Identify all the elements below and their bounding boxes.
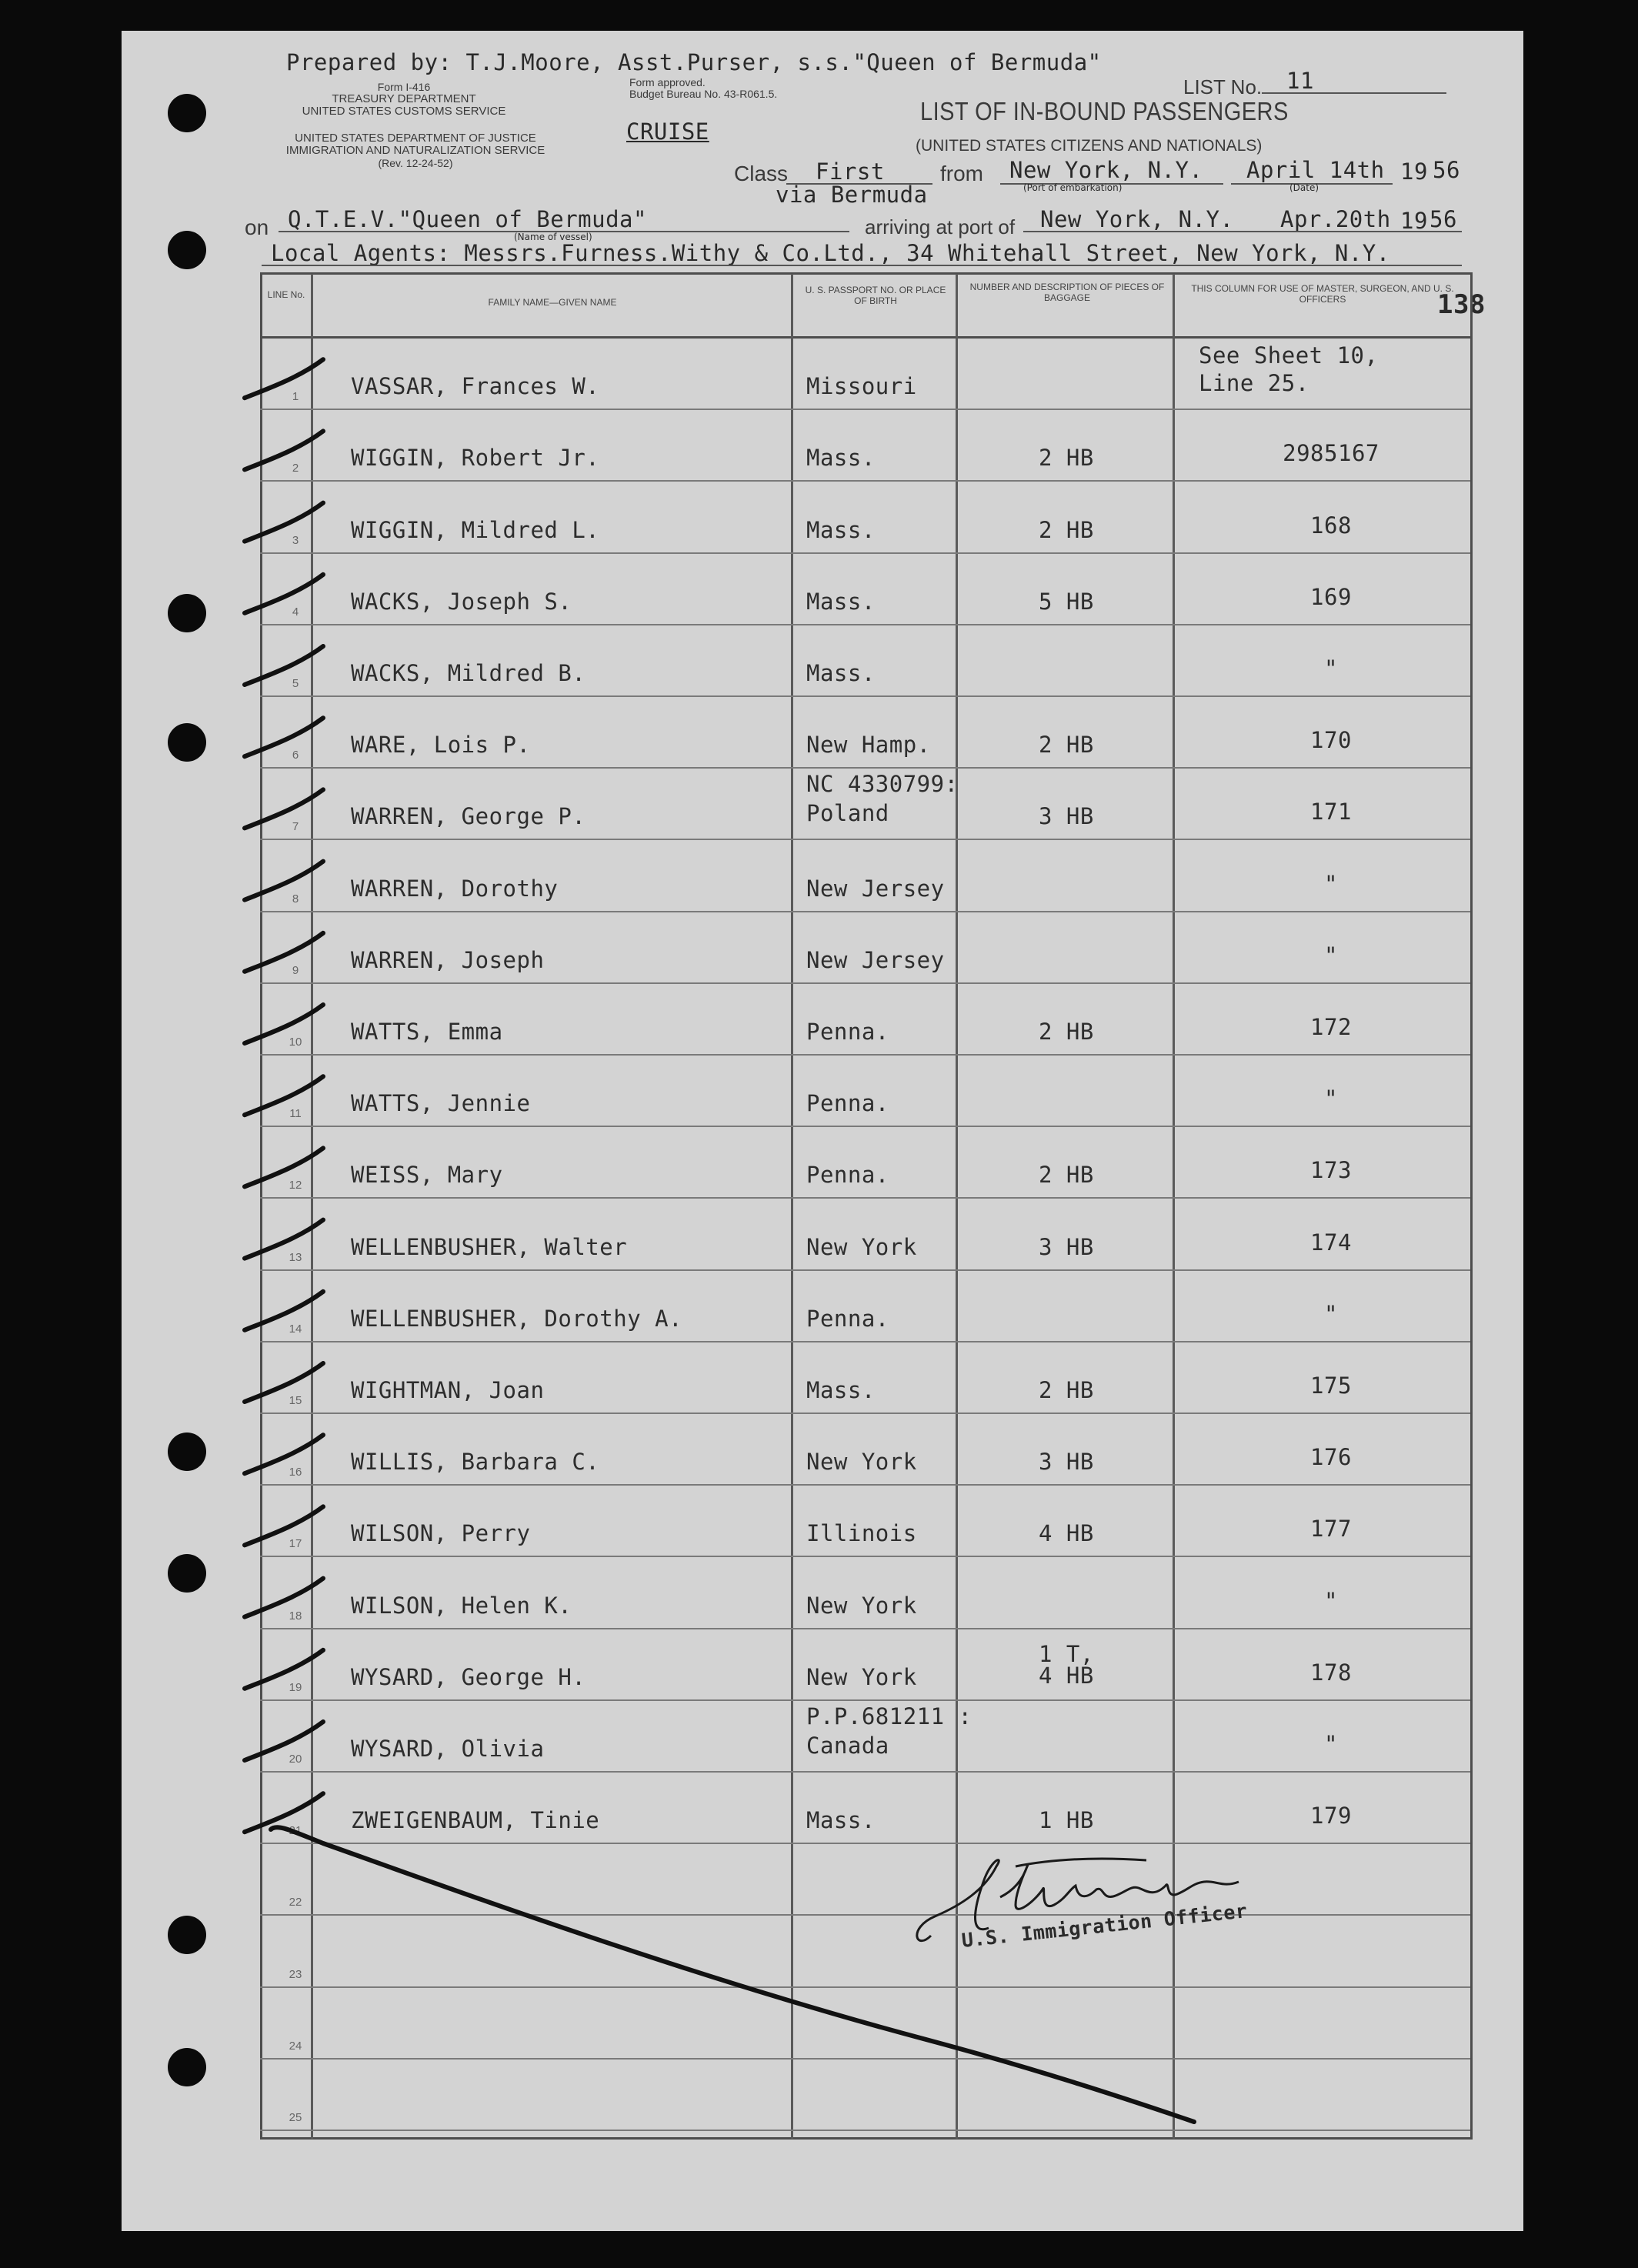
column-header-baggage: NUMBER AND DESCRIPTION OF PIECES OF BAGGAGE <box>969 282 1165 303</box>
approval-line: Budget Bureau No. 43-R061.5. <box>629 88 778 100</box>
passenger-name: WACKS, Joseph S. <box>351 588 572 615</box>
passenger-name: WILSON, Perry <box>351 1520 531 1547</box>
line-number: 11 <box>289 1107 302 1121</box>
check-mark <box>245 1148 323 1186</box>
check-mark <box>245 575 323 613</box>
place-of-birth: New York <box>806 1663 917 1690</box>
official-code: 173 <box>1310 1157 1352 1184</box>
dept-line: (Rev. 12-24-52) <box>378 157 453 169</box>
line-number: 6 <box>292 749 299 762</box>
column-header-officials: THIS COLUMN FOR USE OF MASTER, SURGEON, AND U. S. OFFICERS <box>1191 283 1454 305</box>
from-label: from <box>940 162 983 185</box>
official-code: 170 <box>1310 727 1352 754</box>
approval-line: Form approved. <box>629 76 706 88</box>
line-number: 24 <box>289 2039 302 2053</box>
official-code: " <box>1324 942 1338 969</box>
passenger-name: WILLIS, Barbara C. <box>351 1449 600 1476</box>
place-of-birth: Mass. <box>806 660 876 686</box>
arrival-date: Apr.20th <box>1280 206 1391 232</box>
manifest-title: LIST OF IN-BOUND PASSENGERS <box>920 97 1289 125</box>
dept-line: IMMIGRATION AND NATURALIZATION SERVICE <box>285 144 545 157</box>
line-number: 7 <box>292 820 299 834</box>
place-of-birth-line2: Poland <box>806 800 889 827</box>
line-number: 15 <box>289 1394 302 1407</box>
official-code: " <box>1324 870 1338 897</box>
line-number: 5 <box>292 677 299 690</box>
passenger-name: ZWEIGENBAUM, Tinie <box>351 1807 600 1834</box>
line-number: 25 <box>289 2111 302 2124</box>
official-code: " <box>1324 655 1338 682</box>
check-mark <box>245 1363 323 1402</box>
baggage: 2 HB <box>1039 1019 1094 1045</box>
date-value: April 14th <box>1246 157 1385 183</box>
vessel-name: Q.T.E.V."Queen of Bermuda" <box>288 206 647 232</box>
place-of-birth: Mass. <box>806 1807 876 1834</box>
baggage: 2 HB <box>1039 1377 1094 1403</box>
passenger-name: WACKS, Mildred B. <box>351 660 586 686</box>
column-header-line-no: LINE No. <box>267 289 305 300</box>
arrival-port: New York, N.Y. <box>1040 206 1234 232</box>
passenger-name: WILSON, Helen K. <box>351 1592 572 1619</box>
line-number: 19 <box>289 1680 302 1694</box>
line-number: 10 <box>289 1036 302 1049</box>
place-of-birth: New Hamp. <box>806 732 931 759</box>
place-of-birth: Mass. <box>806 1377 876 1403</box>
line-number: 4 <box>292 605 299 619</box>
line-number: 12 <box>289 1179 302 1192</box>
class-value: First <box>816 158 885 185</box>
line-number: 16 <box>289 1466 302 1479</box>
passenger-name: WELLENBUSHER, Dorothy A. <box>351 1305 683 1332</box>
from-value: New York, N.Y. <box>1009 157 1203 183</box>
baggage: 2 HB <box>1039 1162 1094 1189</box>
passenger-name: WELLENBUSHER, Walter <box>351 1233 628 1260</box>
column-header-name: FAMILY NAME—GIVEN NAME <box>488 297 617 308</box>
passenger-name: WATTS, Jennie <box>351 1090 531 1117</box>
check-mark <box>245 1076 323 1115</box>
official-code: 175 <box>1310 1372 1352 1399</box>
official-code: 168 <box>1310 512 1352 539</box>
line-number: 9 <box>292 963 299 977</box>
official-code: " <box>1324 1587 1338 1614</box>
place-of-birth: New Jersey <box>806 875 945 902</box>
arrival-year: 56 <box>1429 206 1457 232</box>
check-mark <box>245 718 323 756</box>
dept-line: UNITED STATES DEPARTMENT OF JUSTICE <box>295 132 536 145</box>
line-number: 17 <box>289 1537 302 1551</box>
place-of-birth: Missouri <box>806 373 917 400</box>
year-value: 56 <box>1433 157 1460 183</box>
official-code: 176 <box>1310 1444 1352 1471</box>
check-mark <box>245 1579 323 1617</box>
check-mark <box>245 933 323 972</box>
place-of-birth: New York <box>806 1449 917 1476</box>
line-number: 22 <box>289 1896 302 1909</box>
line-number: 2 <box>292 462 299 475</box>
line-number: 20 <box>289 1753 302 1766</box>
passenger-name: WARE, Lois P. <box>351 732 531 759</box>
list-no-value: 11 <box>1286 68 1314 94</box>
cruise-label: CRUISE <box>626 118 709 145</box>
official-code: 169 <box>1310 583 1352 610</box>
passenger-name: WARREN, Joseph <box>351 946 545 973</box>
official-code: See Sheet 10, <box>1199 342 1379 369</box>
on-label: on <box>245 215 269 239</box>
check-mark <box>245 1005 323 1043</box>
check-mark <box>245 862 323 900</box>
baggage: 1 HB <box>1039 1807 1094 1834</box>
official-code: 178 <box>1310 1659 1352 1686</box>
passenger-name: WIGGIN, Mildred L. <box>351 516 600 543</box>
arriving-label: arriving at port of <box>865 215 1016 238</box>
check-mark <box>245 359 323 398</box>
baggage: 1 T, <box>1039 1640 1094 1667</box>
passenger-name: WIGGIN, Robert Jr. <box>351 445 600 472</box>
line-number: 14 <box>289 1322 302 1336</box>
check-mark <box>245 1650 323 1689</box>
port-caption: (Port of embarkation) <box>1023 182 1123 193</box>
official-code: 179 <box>1310 1803 1352 1829</box>
line-number: 3 <box>292 533 299 547</box>
check-mark <box>245 1722 323 1760</box>
check-mark <box>245 503 323 542</box>
baggage: 3 HB <box>1039 1233 1094 1260</box>
arrival-year-prefix: 19 <box>1400 208 1428 234</box>
check-mark <box>245 646 323 685</box>
place-of-birth: Mass. <box>806 445 876 472</box>
passenger-name: VASSAR, Frances W. <box>351 373 600 400</box>
check-mark <box>245 789 323 828</box>
prepared-by: Prepared by: T.J.Moore, Asst.Purser, s.s."Queen of Bermuda" <box>286 49 1102 75</box>
check-mark <box>245 1435 323 1473</box>
official-code: 171 <box>1310 799 1352 825</box>
passenger-name: WARREN, George P. <box>351 803 586 830</box>
list-no-label: LIST No. <box>1183 75 1263 98</box>
place-of-birth: P.P.681211 : <box>806 1703 972 1729</box>
line-number: 1 <box>292 390 299 404</box>
baggage: 2 HB <box>1039 516 1094 543</box>
place-of-birth: New York <box>806 1592 917 1619</box>
official-code: " <box>1324 1086 1338 1112</box>
place-of-birth: Penna. <box>806 1162 889 1189</box>
column-header-passport: U. S. PASSPORT NO. OR PLACE OF BIRTH <box>805 285 946 306</box>
form-line: TREASURY DEPARTMENT <box>332 92 476 105</box>
check-mark <box>245 1292 323 1330</box>
passenger-name: WYSARD, George H. <box>351 1663 586 1690</box>
year-prefix: 19 <box>1400 158 1428 185</box>
place-of-birth: Illinois <box>806 1520 917 1547</box>
official-code: " <box>1324 1731 1338 1757</box>
place-of-birth: New York <box>806 1233 917 1260</box>
official-code: 172 <box>1310 1014 1352 1040</box>
local-agents: Local Agents: Messrs.Furness.Withy & Co.Ltd., 34 Whitehall Street, New York, N.Y. <box>271 240 1390 266</box>
baggage-line2: 4 HB <box>1039 1662 1094 1689</box>
passenger-name: WARREN, Dorothy <box>351 875 559 902</box>
place-of-birth: Penna. <box>806 1019 889 1045</box>
passenger-name: WIGHTMAN, Joan <box>351 1377 545 1403</box>
check-mark <box>245 431 323 469</box>
check-mark <box>245 1220 323 1259</box>
baggage: 2 HB <box>1039 732 1094 759</box>
official-code: 174 <box>1310 1229 1352 1256</box>
baggage: 3 HB <box>1039 803 1094 830</box>
manifest-subtitle: (UNITED STATES CITIZENS AND NATIONALS) <box>916 137 1263 155</box>
via-bermuda: via Bermuda <box>776 182 928 208</box>
baggage: 5 HB <box>1039 588 1094 615</box>
baggage: 3 HB <box>1039 1449 1094 1476</box>
baggage: 4 HB <box>1039 1520 1094 1547</box>
class-label: Class <box>734 162 789 185</box>
sheet-number: 138 <box>1437 289 1486 320</box>
date-caption: (Date) <box>1289 182 1319 193</box>
passenger-name: WEISS, Mary <box>351 1162 503 1189</box>
place-of-birth: NC 4330799: <box>806 771 959 798</box>
form-line: UNITED STATES CUSTOMS SERVICE <box>302 105 506 118</box>
vessel-caption: (Name of vessel) <box>514 232 592 242</box>
cancel-line <box>271 1827 1194 2122</box>
official-code-line2: Line 25. <box>1199 370 1309 397</box>
passenger-name: WYSARD, Olivia <box>351 1736 545 1762</box>
place-of-birth: Penna. <box>806 1305 889 1332</box>
line-number: 13 <box>289 1250 302 1264</box>
official-code: 177 <box>1310 1516 1352 1543</box>
line-number: 23 <box>289 1967 302 1981</box>
place-of-birth: Penna. <box>806 1090 889 1117</box>
place-of-birth: New Jersey <box>806 946 945 973</box>
passenger-name: WATTS, Emma <box>351 1019 503 1045</box>
official-code: 2985167 <box>1283 440 1379 467</box>
line-number: 18 <box>289 1609 302 1623</box>
officer-stamp: U.S. Immigration Officer <box>960 1899 1249 1952</box>
place-of-birth-line2: Canada <box>806 1733 889 1759</box>
line-number: 21 <box>289 1824 302 1838</box>
official-code: " <box>1324 1300 1338 1327</box>
form-line: Form I-416 <box>377 81 431 93</box>
place-of-birth: Mass. <box>806 588 876 615</box>
baggage: 2 HB <box>1039 445 1094 472</box>
place-of-birth: Mass. <box>806 516 876 543</box>
line-number: 8 <box>292 892 299 906</box>
check-mark <box>245 1506 323 1545</box>
